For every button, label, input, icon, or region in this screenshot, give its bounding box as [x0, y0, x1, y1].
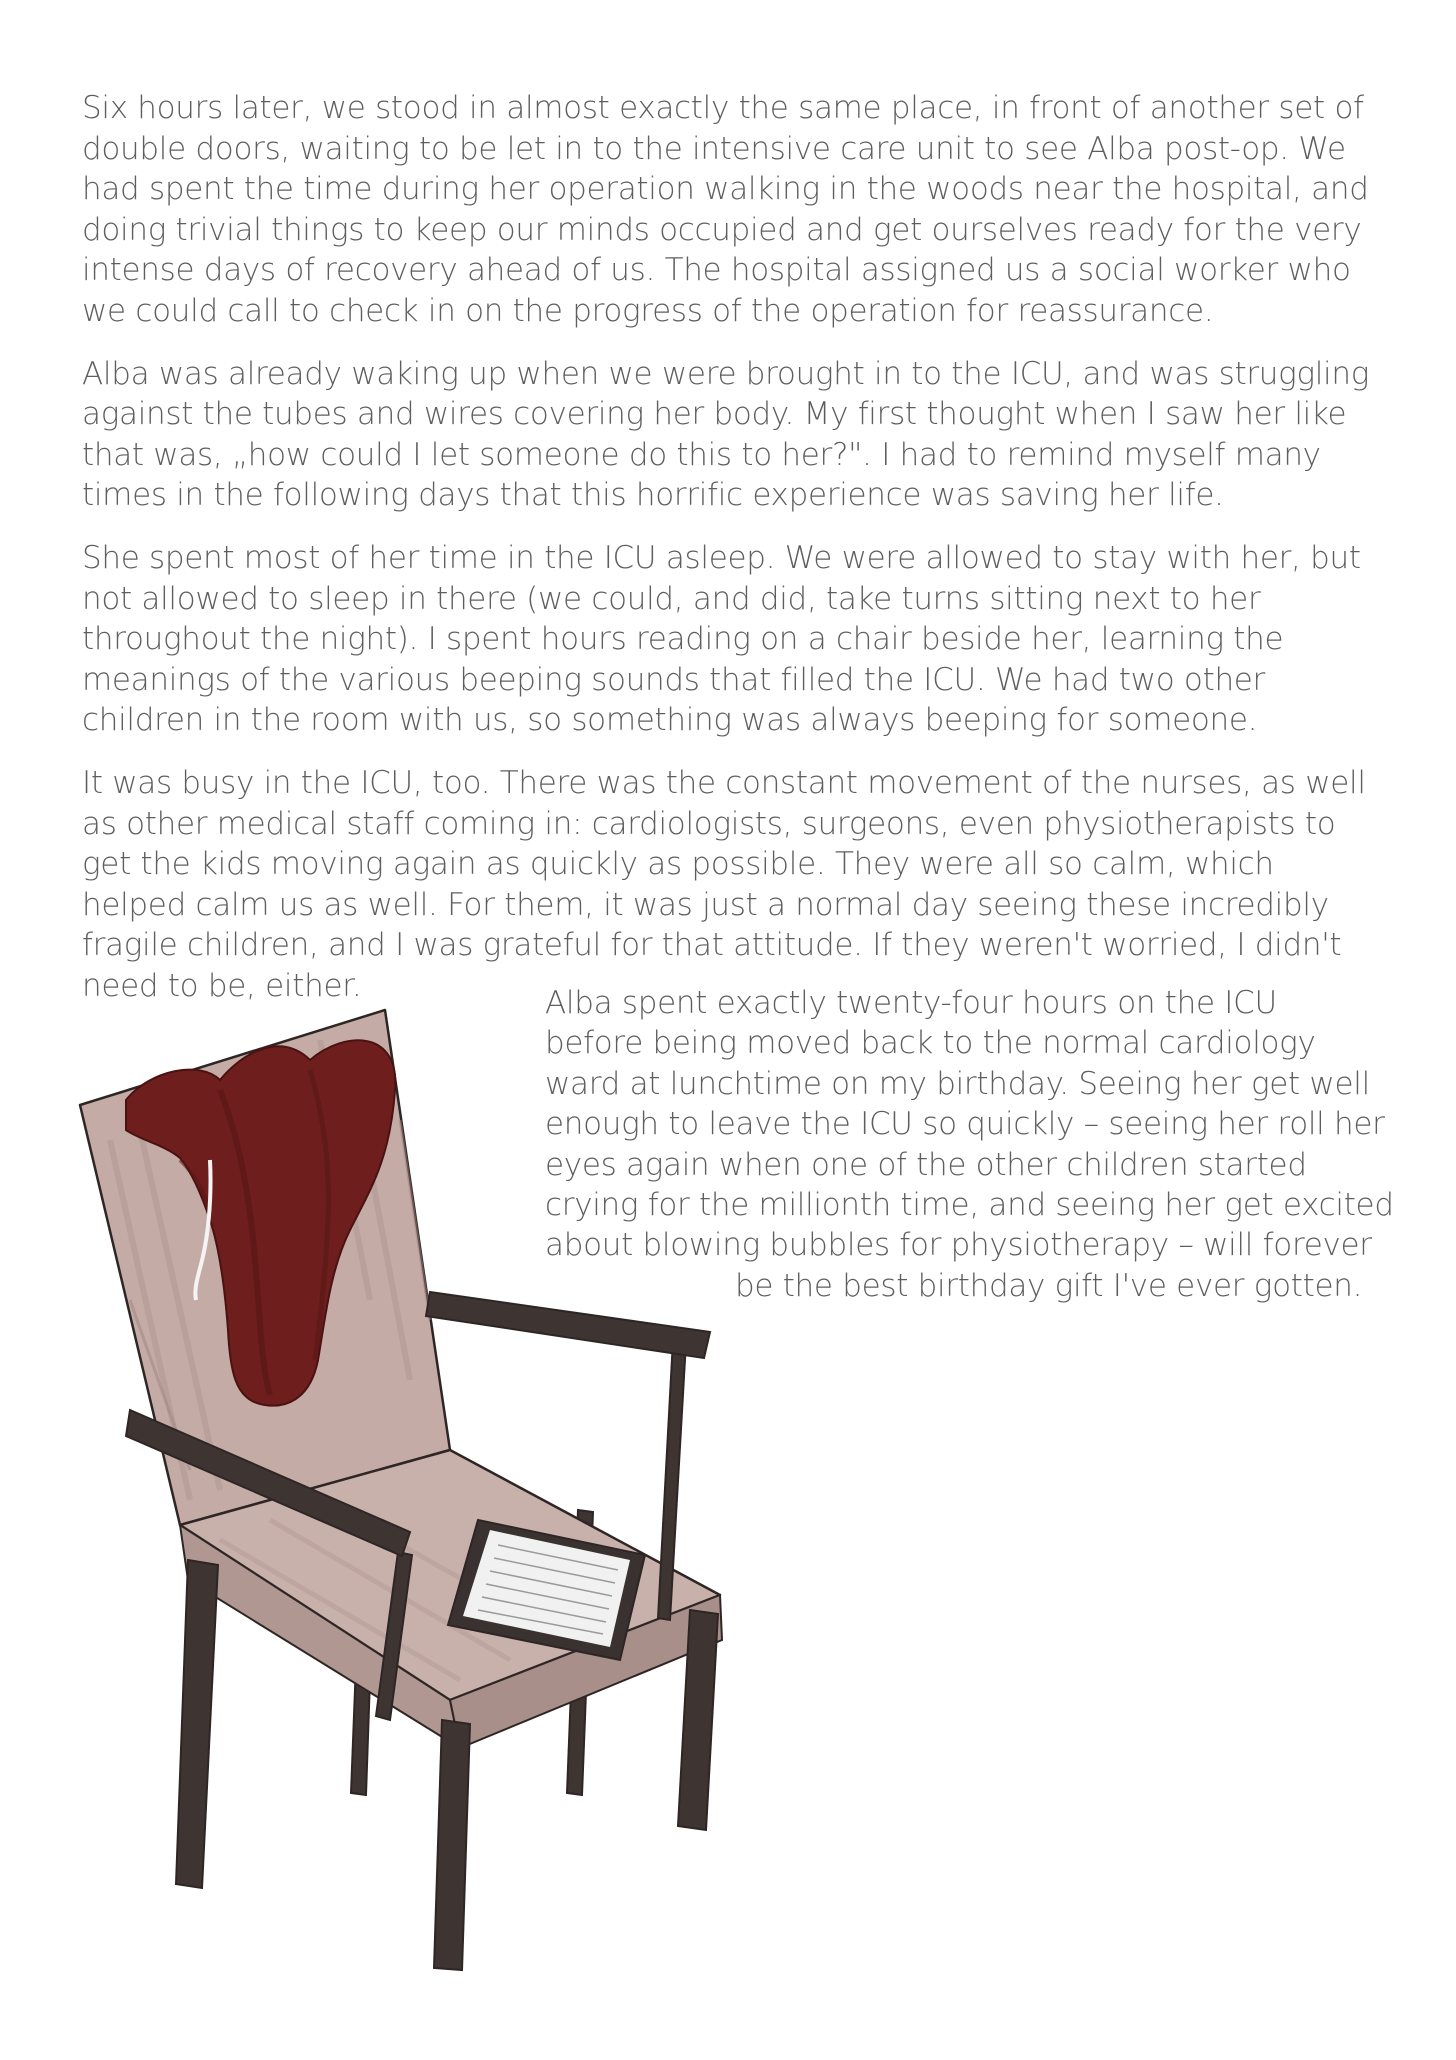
- paragraph-icu-waking: Alba was already waking up when we were brought in to the ICU, and was struggling against the tubes and wires covering her body. My first thought when I saw her like that was, „how could I let someone do this to her?". I had to remind myself many times in the following days that this horrific experience was saving her life.: [82, 355, 1370, 514]
- main-text-column: [82, 88, 1382, 1028]
- chair-front-leg-left: [176, 1560, 218, 1888]
- chair-front-leg-middle: [434, 1720, 470, 1970]
- side-line: before being moved back to the normal cardiology: [545, 1025, 1316, 1062]
- side-line: ward at lunchtime on my birthday. Seeing her get well: [545, 1065, 1370, 1102]
- side-line: Alba spent exactly twenty-four hours on the ICU: [545, 985, 1277, 1021]
- side-line: crying for the millionth time, and seeing her get excited: [545, 1187, 1394, 1224]
- paragraph-icu-busy: It was busy in the ICU, too. There was the constant movement of the nurses, as well as other medical staff coming in: cardiologists, surgeons, even physiotherapists to get the kids moving again as quickly as possible. They were all so calm, which helped calm us as well. For them, it was just a normal day seeing these incredibly fragile children, and I was grateful for that attitude. If they weren't worried, I didn't need to be, either.: [82, 764, 1366, 1004]
- side-line: about blowing bubbles for physiotherapy – will forever: [545, 1227, 1372, 1264]
- paragraph-post-op-wait: Six hours later, we stood in almost exactly the same place, in front of another set of double doors, waiting to be let in to the intensive care unit to see Alba post-op. We had spent the time during her operation walking in the woods near the hospital, and doing trivial things to keep our minds occupied and get ourselves ready for the very intense days of recovery ahead of us. The hospital assigned us a social worker who we could call to check in on the progress of the operation for reassurance.: [82, 90, 1369, 329]
- paragraph-icu-asleep: She spent most of her time in the ICU asleep. We were allowed to stay with her, but not allowed to sleep in there (we could, and did, take turns sitting next to her throughout the night). I spent hours reading on a chair beside her, learning the meanings of the various beeping sounds that filled the ICU. We had two other children in the room with us, so something was always beeping for someone.: [82, 539, 1361, 739]
- chair-illustration: [70, 1000, 760, 1980]
- side-line: be the best birthday gift I've ever gotten.: [735, 1267, 1363, 1304]
- side-line: enough to leave the ICU so quickly – seeing her roll her: [545, 1106, 1385, 1143]
- chair-arm-right: [426, 1292, 710, 1358]
- side-line: eyes again when one of the other children started: [545, 1146, 1307, 1183]
